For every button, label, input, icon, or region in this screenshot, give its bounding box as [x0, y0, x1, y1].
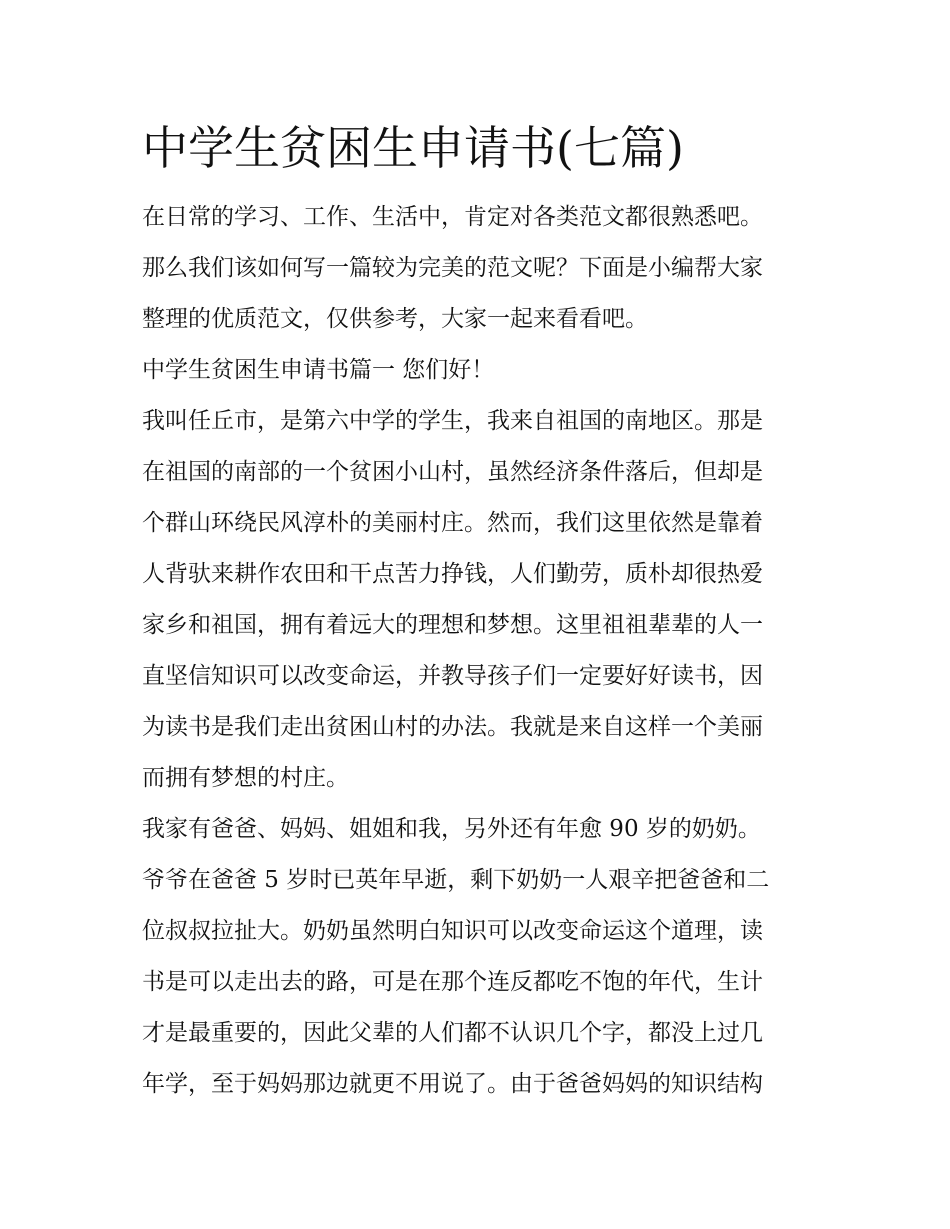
text-line: 才是最重要的，因此父辈的人们都不认识几个字，都没上过几	[142, 1020, 763, 1046]
text-line: 位叔叔拉扯大。奶奶虽然明白知识可以改变命运这个道理，读	[142, 918, 763, 944]
text-line: 中学生贫困生申请书篇一 您们好！	[142, 357, 495, 383]
text-line: 整理的优质范文，仅供参考，大家一起来看看吧。	[142, 306, 648, 332]
text-line: 那么我们该如何写一篇较为完美的范文呢？下面是小编帮大家	[142, 255, 763, 281]
text-line: 爷爷在爸爸 5 岁时已英年早逝，剩下奶奶一人艰辛把爸爸和二	[142, 867, 770, 893]
text-line: 在日常的学习、工作、生活中，肯定对各类范文都很熟悉吧。	[142, 204, 763, 230]
paragraph-body-3	[142, 855, 812, 1110]
text-line: 年学，至于妈妈那边就更不用说了。由于爸爸妈妈的知识结构	[142, 1071, 763, 1097]
text-line: 书是可以走出去的路，可是在那个连反都吃不饱的年代，生计	[142, 969, 763, 995]
document-page	[142, 116, 812, 1110]
text-line: 在祖国的南部的一个贫困小山村，虽然经济条件落后，但却是	[142, 459, 763, 485]
paragraph-intro	[142, 192, 812, 345]
text-line: 直坚信知识可以改变命运，并教导孩子们一定要好好读书，因	[142, 663, 763, 689]
text-line: 我叫任丘市，是第六中学的学生，我来自祖国的南地区。那是	[142, 408, 763, 434]
text-line: 为读书是我们走出贫困山村的办法。我就是来自这样一个美丽	[142, 714, 763, 740]
document-title: 中学生贫困生申请书(七篇)	[142, 121, 684, 175]
text-line: 个群山环绕民风淳朴的美丽村庄。然而，我们这里依然是靠着	[142, 510, 763, 536]
text-line: 而拥有梦想的村庄。	[142, 765, 349, 791]
paragraph-section-heading	[142, 345, 812, 396]
text-line: 人背驮来耕作农田和干点苦力挣钱，人们勤劳，质朴却很热爱	[142, 561, 763, 587]
paragraph-body-1	[142, 396, 812, 804]
text-line: 我家有爸爸、妈妈、姐姐和我，另外还有年愈 90 岁的奶奶。	[142, 816, 761, 842]
paragraph-body-2	[142, 804, 812, 855]
text-line: 家乡和祖国，拥有着远大的理想和梦想。这里祖祖辈辈的人一	[142, 612, 763, 638]
